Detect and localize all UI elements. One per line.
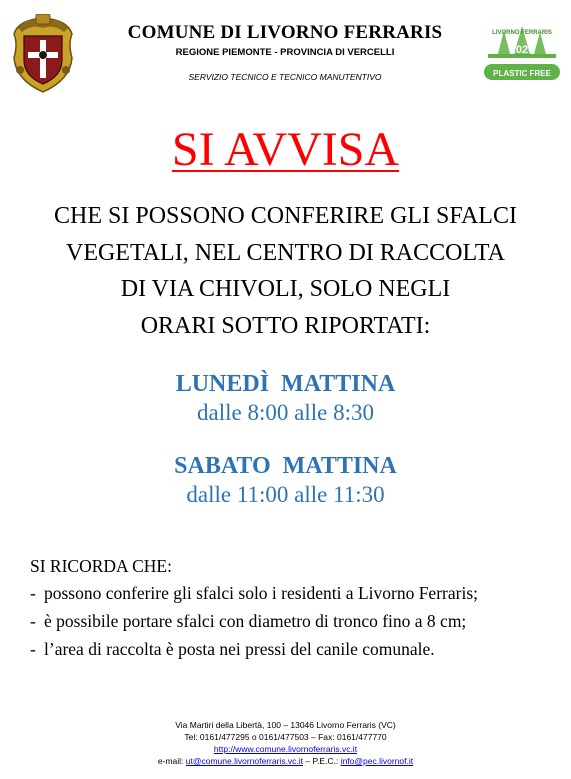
notice-line: DI VIA CHIVOLI, SOLO NEGLI — [120, 276, 451, 302]
website-link[interactable]: http://www.comune.livornoferraris.vc.it — [213, 744, 358, 754]
plastic-free-logo — [478, 20, 566, 86]
logo-year-text: 2020 — [509, 44, 535, 56]
notice-heading-text: SI AVVISA — [171, 123, 400, 176]
email-link[interactable]: ut@comune.livornoferraris.vc.it — [185, 756, 304, 766]
footer-phones: Tel: 0161/477295 o 0161/477503 – Fax: 0161/477770 — [184, 732, 387, 742]
service-name: SERVIZIO TECNICO E TECNICO MANUTENTIVO — [188, 72, 382, 82]
reminder-item-text: possono conferire gli sfalci solo i residenti a Livorno Ferraris; — [44, 583, 478, 603]
region-subtitle: REGIONE PIEMONTE - PROVINCIA DI VERCELLI — [175, 47, 395, 58]
list-item: - è possibile portare sfalci con diametro di tronco fino a 8 cm; — [30, 611, 467, 631]
notice-body — [0, 198, 571, 344]
schedule-time: dalle 11:00 alle 11:30 — [186, 482, 385, 507]
reminder-item-text: è possibile portare sfalci con diametro di tronco fino a 8 cm; — [44, 611, 467, 631]
coat-of-arms-logo — [8, 14, 78, 94]
notice-line: ORARI SOTTO RIPORTATI: — [140, 312, 431, 339]
schedule-time: dalle 8:00 alle 8:30 — [197, 400, 374, 425]
notice-line: CHE SI POSSONO CONFERIRE GLI SFALCI — [54, 203, 517, 229]
logo-top-text: LIVORNO FERRARIS — [492, 30, 552, 36]
municipality-title: COMUNE DI LIVORNO FERRARIS — [127, 22, 443, 43]
list-item: - possono conferire gli sfalci solo i residenti a Livorno Ferraris; — [30, 583, 478, 603]
reminder-heading: SI RICORDA CHE: — [30, 556, 172, 576]
footer-address: Via Martiri della Libertà, 100 – 13046 Livorno Ferraris (VC) — [175, 720, 396, 730]
logo-bottom-text: PLASTIC FREE — [493, 69, 551, 78]
notice-line: VEGETALI, NEL CENTRO DI RACCOLTA — [65, 239, 505, 266]
footer-contacts — [0, 719, 571, 767]
pec-link[interactable]: info@pec.livornof.it — [340, 756, 414, 766]
pec-label: – P.E.C.: — [303, 756, 341, 766]
email-label: e-mail: — [157, 756, 186, 766]
notice-heading — [0, 122, 571, 178]
schedule-monday — [0, 370, 571, 428]
schedule-saturday — [0, 452, 571, 510]
reminder-section — [30, 556, 478, 660]
list-item: - l’area di raccolta è posta nei pressi del canile comunale. — [30, 639, 435, 659]
schedule-day: SABATO MATTINA — [174, 453, 397, 479]
reminder-item-text: l’area di raccolta è posta nei pressi del canile comunale. — [44, 639, 435, 659]
schedule-day: LUNEDÌ MATTINA — [175, 371, 396, 397]
